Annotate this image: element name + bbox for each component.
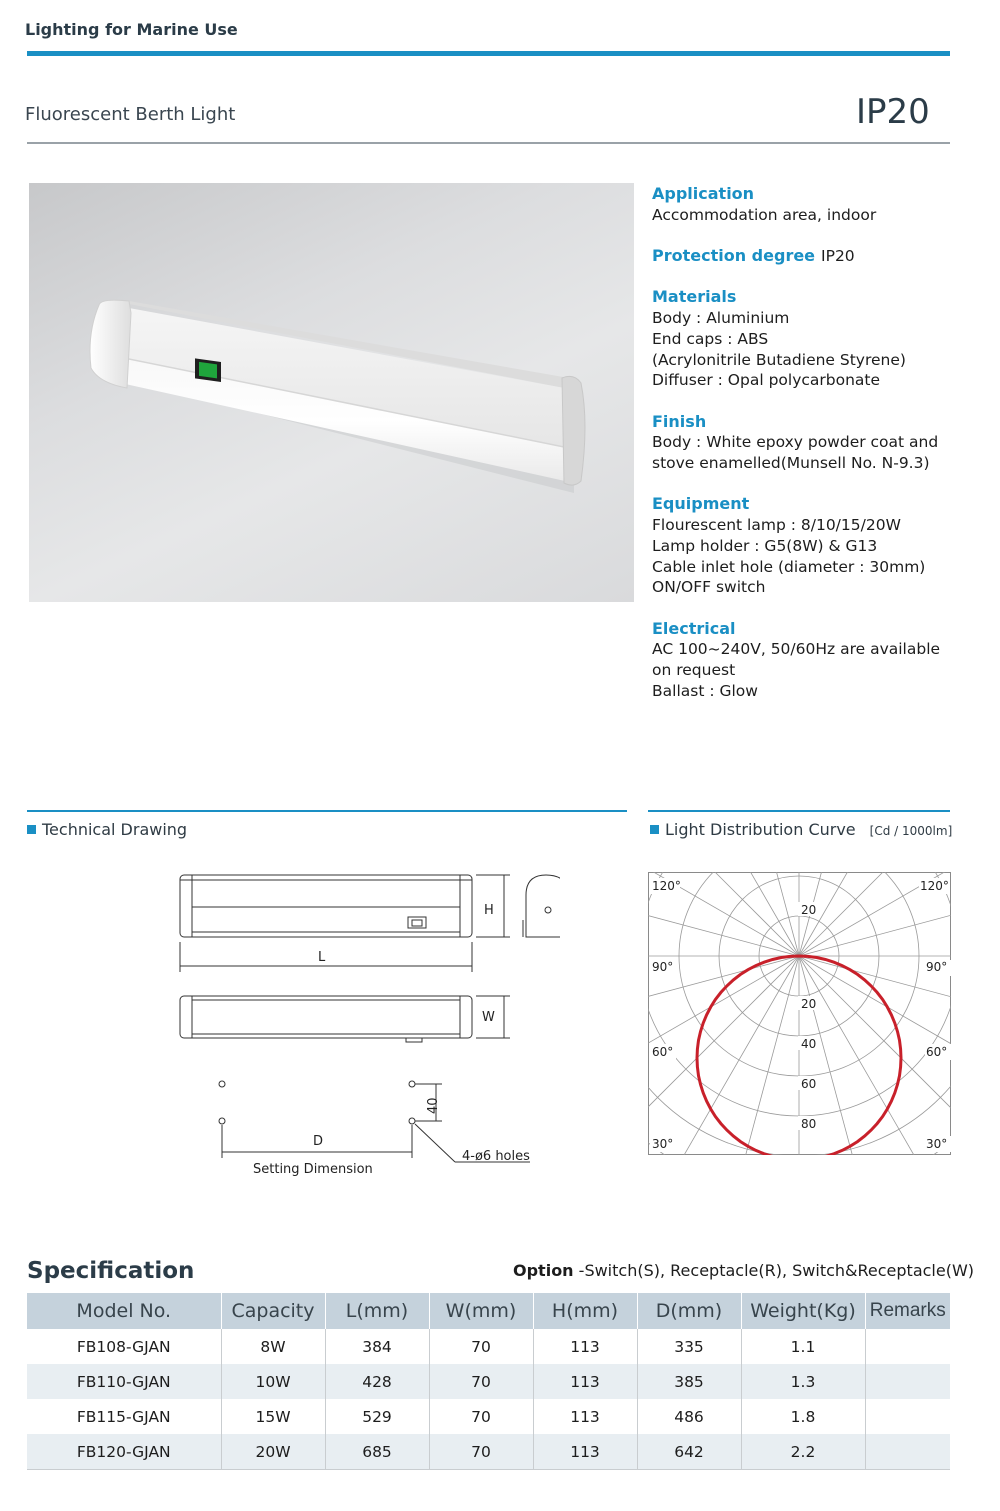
column-header: H(mm): [533, 1293, 637, 1329]
table-cell: 113: [533, 1434, 637, 1470]
technical-drawing: [170, 860, 560, 1190]
specification-title: Specification: [27, 1258, 195, 1284]
curve-section-rule: [648, 810, 950, 812]
table-cell: 70: [429, 1399, 533, 1434]
table-cell: [865, 1364, 950, 1399]
spec-heading: Equipment: [652, 494, 750, 514]
drawing-section-rule: [27, 810, 627, 812]
radial-label: 60: [801, 1077, 817, 1091]
table-cell: 1.8: [741, 1399, 865, 1434]
spec-line: End caps : ABS: [652, 329, 769, 348]
table-cell: 70: [429, 1364, 533, 1399]
product-name: Fluorescent Berth Light: [25, 104, 236, 125]
spec-application: [652, 184, 972, 225]
spec-list: [652, 184, 972, 722]
angle-label: 90°: [926, 960, 948, 974]
table-row: [27, 1329, 950, 1364]
spec-line: Accommodation area, indoor: [652, 205, 877, 224]
spec-line: (Acrylonitrile Butadiene Styrene): [652, 350, 906, 369]
spec-line: AC 100~240V, 50/60Hz are available: [652, 640, 941, 659]
ip-rating: IP20: [856, 92, 930, 132]
table-cell: 384: [325, 1329, 429, 1364]
spec-finish: [652, 412, 972, 474]
title-rule: [27, 142, 950, 144]
table-cell: 2.2: [741, 1434, 865, 1470]
table-cell: 486: [637, 1399, 741, 1434]
table-cell: FB120-GJAN: [27, 1434, 221, 1470]
option-text: -Switch(S), Receptacle(R), Switch&Receptacle(W): [573, 1261, 975, 1280]
radial-label: 40: [801, 1037, 817, 1051]
table-cell: 70: [429, 1434, 533, 1470]
hole: [409, 1081, 415, 1087]
spec-line: Flourescent lamp : 8/10/15/20W: [652, 516, 901, 535]
table-cell: 113: [533, 1364, 637, 1399]
length-label: L: [318, 950, 326, 965]
spec-protection: [652, 246, 972, 267]
angle-label: 120°: [920, 879, 949, 893]
table-cell: FB108-GJAN: [27, 1329, 221, 1364]
angle-label: 60°: [652, 1045, 674, 1059]
table-cell: 113: [533, 1399, 637, 1434]
width-label: W: [482, 1010, 495, 1025]
table-cell: [865, 1399, 950, 1434]
table-cell: 8W: [221, 1329, 325, 1364]
table-cell: 113: [533, 1329, 637, 1364]
spec-electrical: [652, 619, 972, 702]
spec-heading: Materials: [652, 287, 737, 307]
column-header: Remarks: [865, 1293, 950, 1329]
table-cell: 1.3: [741, 1364, 865, 1399]
option-line: [513, 1261, 974, 1280]
hole: [219, 1081, 225, 1087]
option-label: Option: [513, 1261, 574, 1280]
spec-materials: [652, 287, 972, 391]
table-row: [27, 1399, 950, 1434]
light-distribution-chart: [648, 872, 951, 1155]
radial-label: 80: [801, 1117, 817, 1131]
angle-label: 90°: [652, 960, 674, 974]
table-cell: 428: [325, 1364, 429, 1399]
table-header-row: [27, 1293, 950, 1329]
specification-table: [27, 1293, 950, 1470]
spec-heading: Application: [652, 184, 755, 203]
light-distribution-title: Light Distribution Curve [Cd / 1000lm]: [650, 820, 952, 839]
angle-label: 30°: [926, 1137, 948, 1151]
hole: [219, 1118, 225, 1124]
spacing-label: 40: [426, 1097, 441, 1114]
table-cell: [865, 1434, 950, 1470]
spec-equipment: [652, 494, 972, 598]
product-photo: [29, 183, 634, 602]
height-label: H: [484, 903, 494, 918]
column-header: W(mm): [429, 1293, 533, 1329]
table-row: [27, 1364, 950, 1399]
spec-line: on request: [652, 661, 736, 680]
column-header: L(mm): [325, 1293, 429, 1329]
table-cell: 685: [325, 1434, 429, 1470]
square-bullet-icon: [27, 825, 36, 834]
table-cell: 15W: [221, 1399, 325, 1434]
holes-label: 4-ø6 holes: [462, 1149, 530, 1164]
spec-line: Body : White epoxy powder coat and: [652, 433, 939, 452]
table-cell: 70: [429, 1329, 533, 1364]
spec-line: Diffuser : Opal polycarbonate: [652, 371, 881, 390]
spec-line: ON/OFF switch: [652, 578, 766, 597]
category-label: Lighting for Marine Use: [25, 20, 238, 39]
table-cell: [865, 1329, 950, 1364]
distance-label: D: [313, 1134, 324, 1149]
setting-dimension-label: Setting Dimension: [253, 1162, 373, 1177]
table-row: [27, 1434, 950, 1470]
table-cell: FB110-GJAN: [27, 1364, 221, 1399]
plan-view-body: [180, 996, 472, 1038]
spec-heading: Finish: [652, 411, 707, 431]
spec-line: IP20: [821, 247, 855, 266]
radial-label: 20: [801, 903, 817, 917]
spec-line: Body : Aluminium: [652, 309, 790, 328]
spec-line: Lamp holder : G5(8W) & G13: [652, 536, 878, 555]
hole: [409, 1118, 415, 1124]
table-cell: FB115-GJAN: [27, 1399, 221, 1434]
table-cell: 385: [637, 1364, 741, 1399]
table-cell: 20W: [221, 1434, 325, 1470]
spec-heading: Protection degree: [652, 246, 816, 266]
angle-label: 60°: [926, 1045, 948, 1059]
radial-label: 20: [801, 997, 817, 1011]
berth-light-illustration: [29, 183, 634, 602]
angle-label: 120°: [652, 879, 681, 893]
spec-heading: Electrical: [652, 618, 736, 638]
header-rule: [27, 51, 950, 56]
spec-line: Cable inlet hole (diameter : 30mm): [652, 557, 926, 576]
column-header: Weight(Kg): [741, 1293, 865, 1329]
angle-label: 30°: [652, 1137, 674, 1151]
table-cell: 529: [325, 1399, 429, 1434]
table-cell: 642: [637, 1434, 741, 1470]
curve-unit: [Cd / 1000lm]: [869, 824, 953, 838]
technical-drawing-title: Technical Drawing: [27, 820, 187, 839]
column-header: D(mm): [637, 1293, 741, 1329]
end-view: [526, 875, 560, 937]
spec-line: Ballast : Glow: [652, 681, 758, 700]
column-header: Capacity: [221, 1293, 325, 1329]
front-view-body: [180, 875, 472, 937]
table-cell: 1.1: [741, 1329, 865, 1364]
square-bullet-icon: [650, 825, 659, 834]
table-cell: 10W: [221, 1364, 325, 1399]
column-header: Model No.: [27, 1293, 221, 1329]
spec-line: stove enamelled(Munsell No. N-9.3): [652, 454, 930, 473]
table-cell: 335: [637, 1329, 741, 1364]
